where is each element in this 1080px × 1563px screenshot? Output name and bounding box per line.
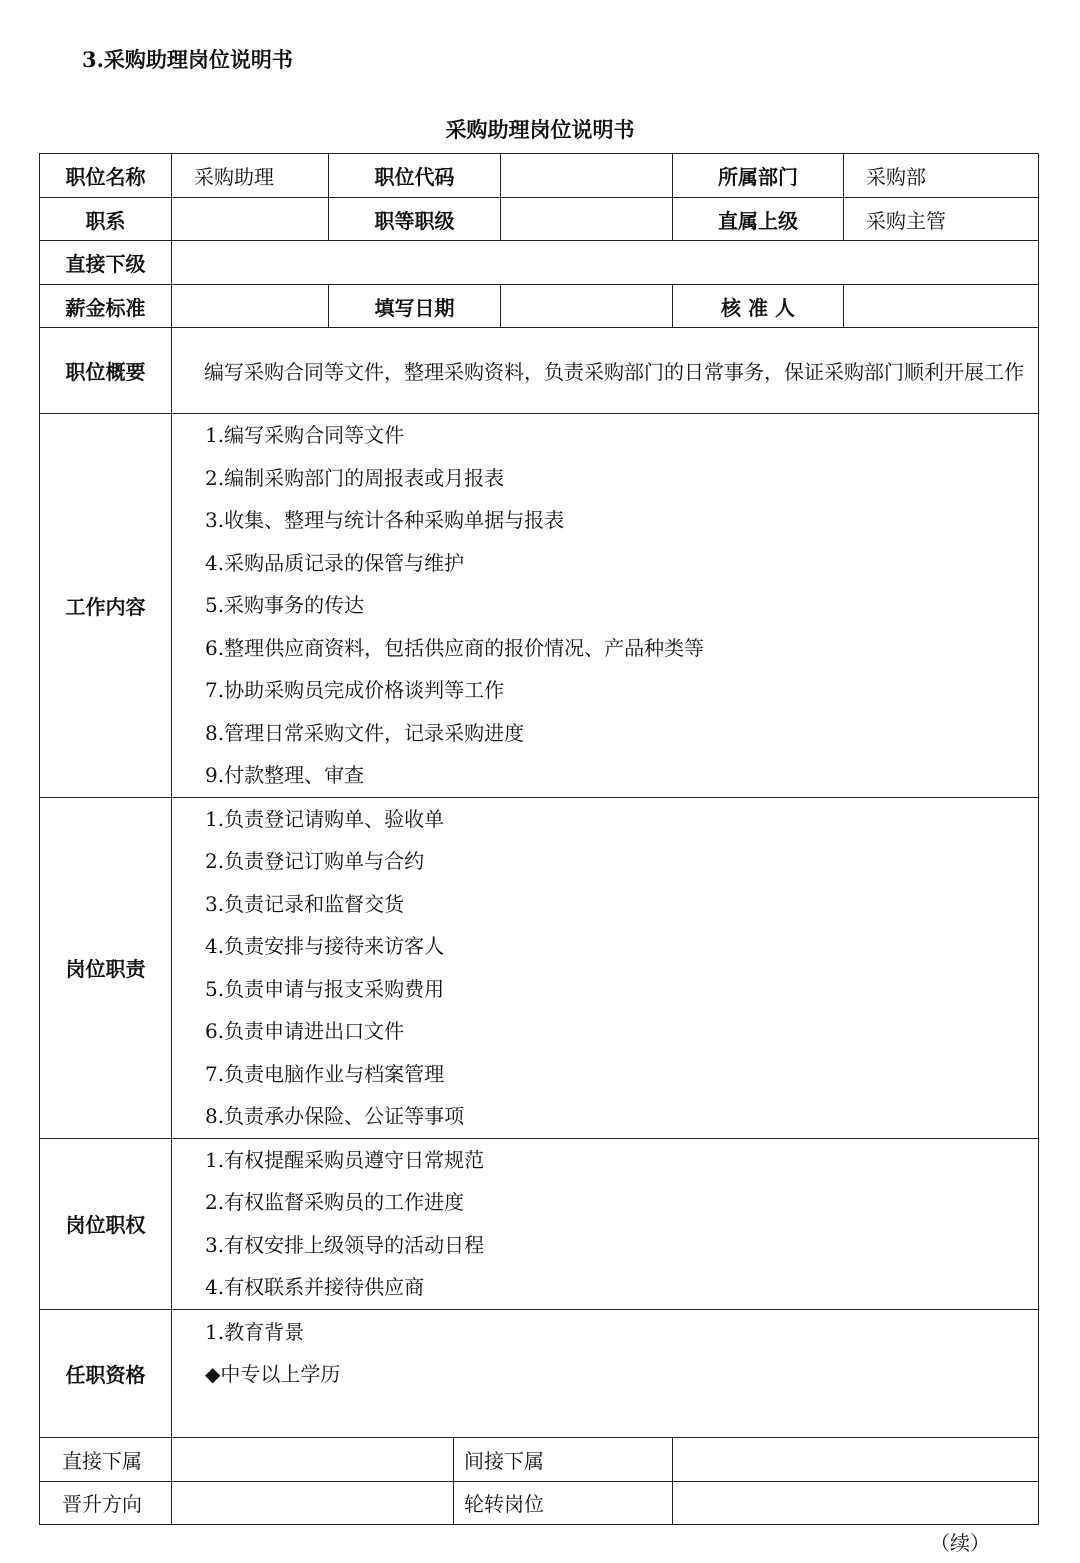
row-salary-date (40, 285, 1039, 328)
approver-label: 核 准 人 (673, 285, 844, 328)
section-heading: 3.采购助理岗位说明书 (82, 47, 293, 72)
promotion-value (172, 1481, 454, 1524)
list-item: 6.整理供应商资料，包括供应商的报价情况、产品种类等 (205, 635, 705, 660)
list-item: 9.付款整理、审查 (205, 763, 365, 787)
row-reports (40, 1437, 1039, 1481)
list-item: 2.编制采购部门的周报表或月报表 (205, 465, 505, 490)
indirect-reports-label: 间接下属 (454, 1437, 673, 1481)
position-name-value: 采购助理 (172, 154, 329, 198)
fill-date-label: 填写日期 (329, 285, 501, 328)
rotation-label: 轮转岗位 (454, 1481, 673, 1524)
list-item: 2.有权监督采购员的工作进度 (205, 1190, 465, 1214)
direct-superior-label: 直属上级 (673, 198, 844, 241)
list-item: 8.管理日常采购文件，记录采购进度 (205, 720, 525, 745)
department-label: 所属部门 (673, 154, 844, 198)
indirect-reports-value (673, 1437, 1039, 1481)
list-item: 4.有权联系并接待供应商 (205, 1275, 425, 1299)
job-series-label: 职系 (40, 198, 172, 241)
authority-cell (172, 1138, 1039, 1309)
summary-cell (172, 328, 1039, 414)
duties-cell (172, 797, 1039, 1138)
direct-subordinate-value (172, 241, 1039, 285)
row-qualifications (40, 1309, 1039, 1437)
position-code-label: 职位代码 (329, 154, 501, 198)
list-item: 1.编写采购合同等文件 (205, 423, 405, 447)
qualifications-cell (172, 1309, 1039, 1437)
qualifications-list (172, 1311, 1038, 1396)
list-item: 7.协助采购员完成价格谈判等工作 (205, 678, 505, 702)
row-authority (40, 1138, 1039, 1309)
list-item: 3.收集、整理与统计各种采购单据与报表 (205, 508, 565, 532)
list-item: 5.负责申请与报支采购费用 (205, 976, 445, 1001)
row-basic-info (40, 154, 1039, 198)
row-work-content (40, 414, 1039, 798)
list-item: 4.采购品质记录的保管与维护 (205, 550, 465, 575)
job-description-table (39, 153, 1039, 1525)
job-series-value (172, 198, 329, 241)
summary-label: 职位概要 (40, 328, 172, 414)
direct-reports-label: 直接下属 (40, 1437, 172, 1481)
position-name-label: 职位名称 (40, 154, 172, 198)
position-code-value (501, 154, 673, 198)
work-content-label: 工作内容 (40, 414, 172, 798)
list-item: ◆中专以上学历 (205, 1362, 341, 1386)
row-summary (40, 328, 1039, 414)
duties-label: 岗位职责 (40, 797, 172, 1138)
list-item: 1.教育背景 (205, 1319, 305, 1344)
approver-value (844, 285, 1039, 328)
work-content-list (172, 414, 1038, 797)
job-grade-label: 职等职级 (329, 198, 501, 241)
row-subordinate (40, 241, 1039, 285)
authority-list (172, 1139, 1038, 1309)
list-item: 1.有权提醒采购员遵守日常规范 (205, 1147, 485, 1172)
department-value: 采购部 (844, 154, 1039, 198)
authority-label: 岗位职权 (40, 1138, 172, 1309)
list-item: 3.有权安排上级领导的活动日程 (205, 1232, 485, 1257)
list-item: 6.负责申请进出口文件 (205, 1019, 405, 1043)
duties-list (172, 798, 1038, 1138)
list-item: 5.采购事务的传达 (205, 593, 365, 617)
list-item: 1.负责登记请购单、验收单 (205, 806, 445, 831)
direct-subordinate-label: 直接下级 (40, 241, 172, 285)
salary-standard-value (172, 285, 329, 328)
summary-text: 编写采购合同等文件，整理采购资料，负责采购部门的日常事务，保证采购部门顺利开展工作 (204, 360, 1024, 384)
row-duties (40, 797, 1039, 1138)
document-title: 采购助理岗位说明书 (445, 117, 635, 142)
list-item: 4.负责安排与接待来访客人 (205, 934, 445, 958)
row-series-grade (40, 198, 1039, 241)
fill-date-value (501, 285, 673, 328)
qualifications-label: 任职资格 (40, 1309, 172, 1437)
list-item: 2.负责登记订购单与合约 (205, 849, 425, 873)
list-item: 8.负责承办保险、公证等事项 (205, 1104, 465, 1128)
work-content-cell (172, 414, 1039, 798)
list-item: 7.负责电脑作业与档案管理 (205, 1061, 445, 1086)
rotation-value (673, 1481, 1039, 1524)
promotion-label: 晋升方向 (40, 1481, 172, 1524)
job-description-table-wrapper (39, 153, 1038, 1525)
direct-reports-value (172, 1437, 454, 1481)
job-grade-value (501, 198, 673, 241)
continued-note: （续） (930, 1531, 990, 1555)
salary-standard-label: 薪金标准 (40, 285, 172, 328)
direct-superior-value: 采购主管 (844, 198, 1039, 241)
list-item: 3.负责记录和监督交货 (205, 891, 405, 916)
row-career (40, 1481, 1039, 1524)
